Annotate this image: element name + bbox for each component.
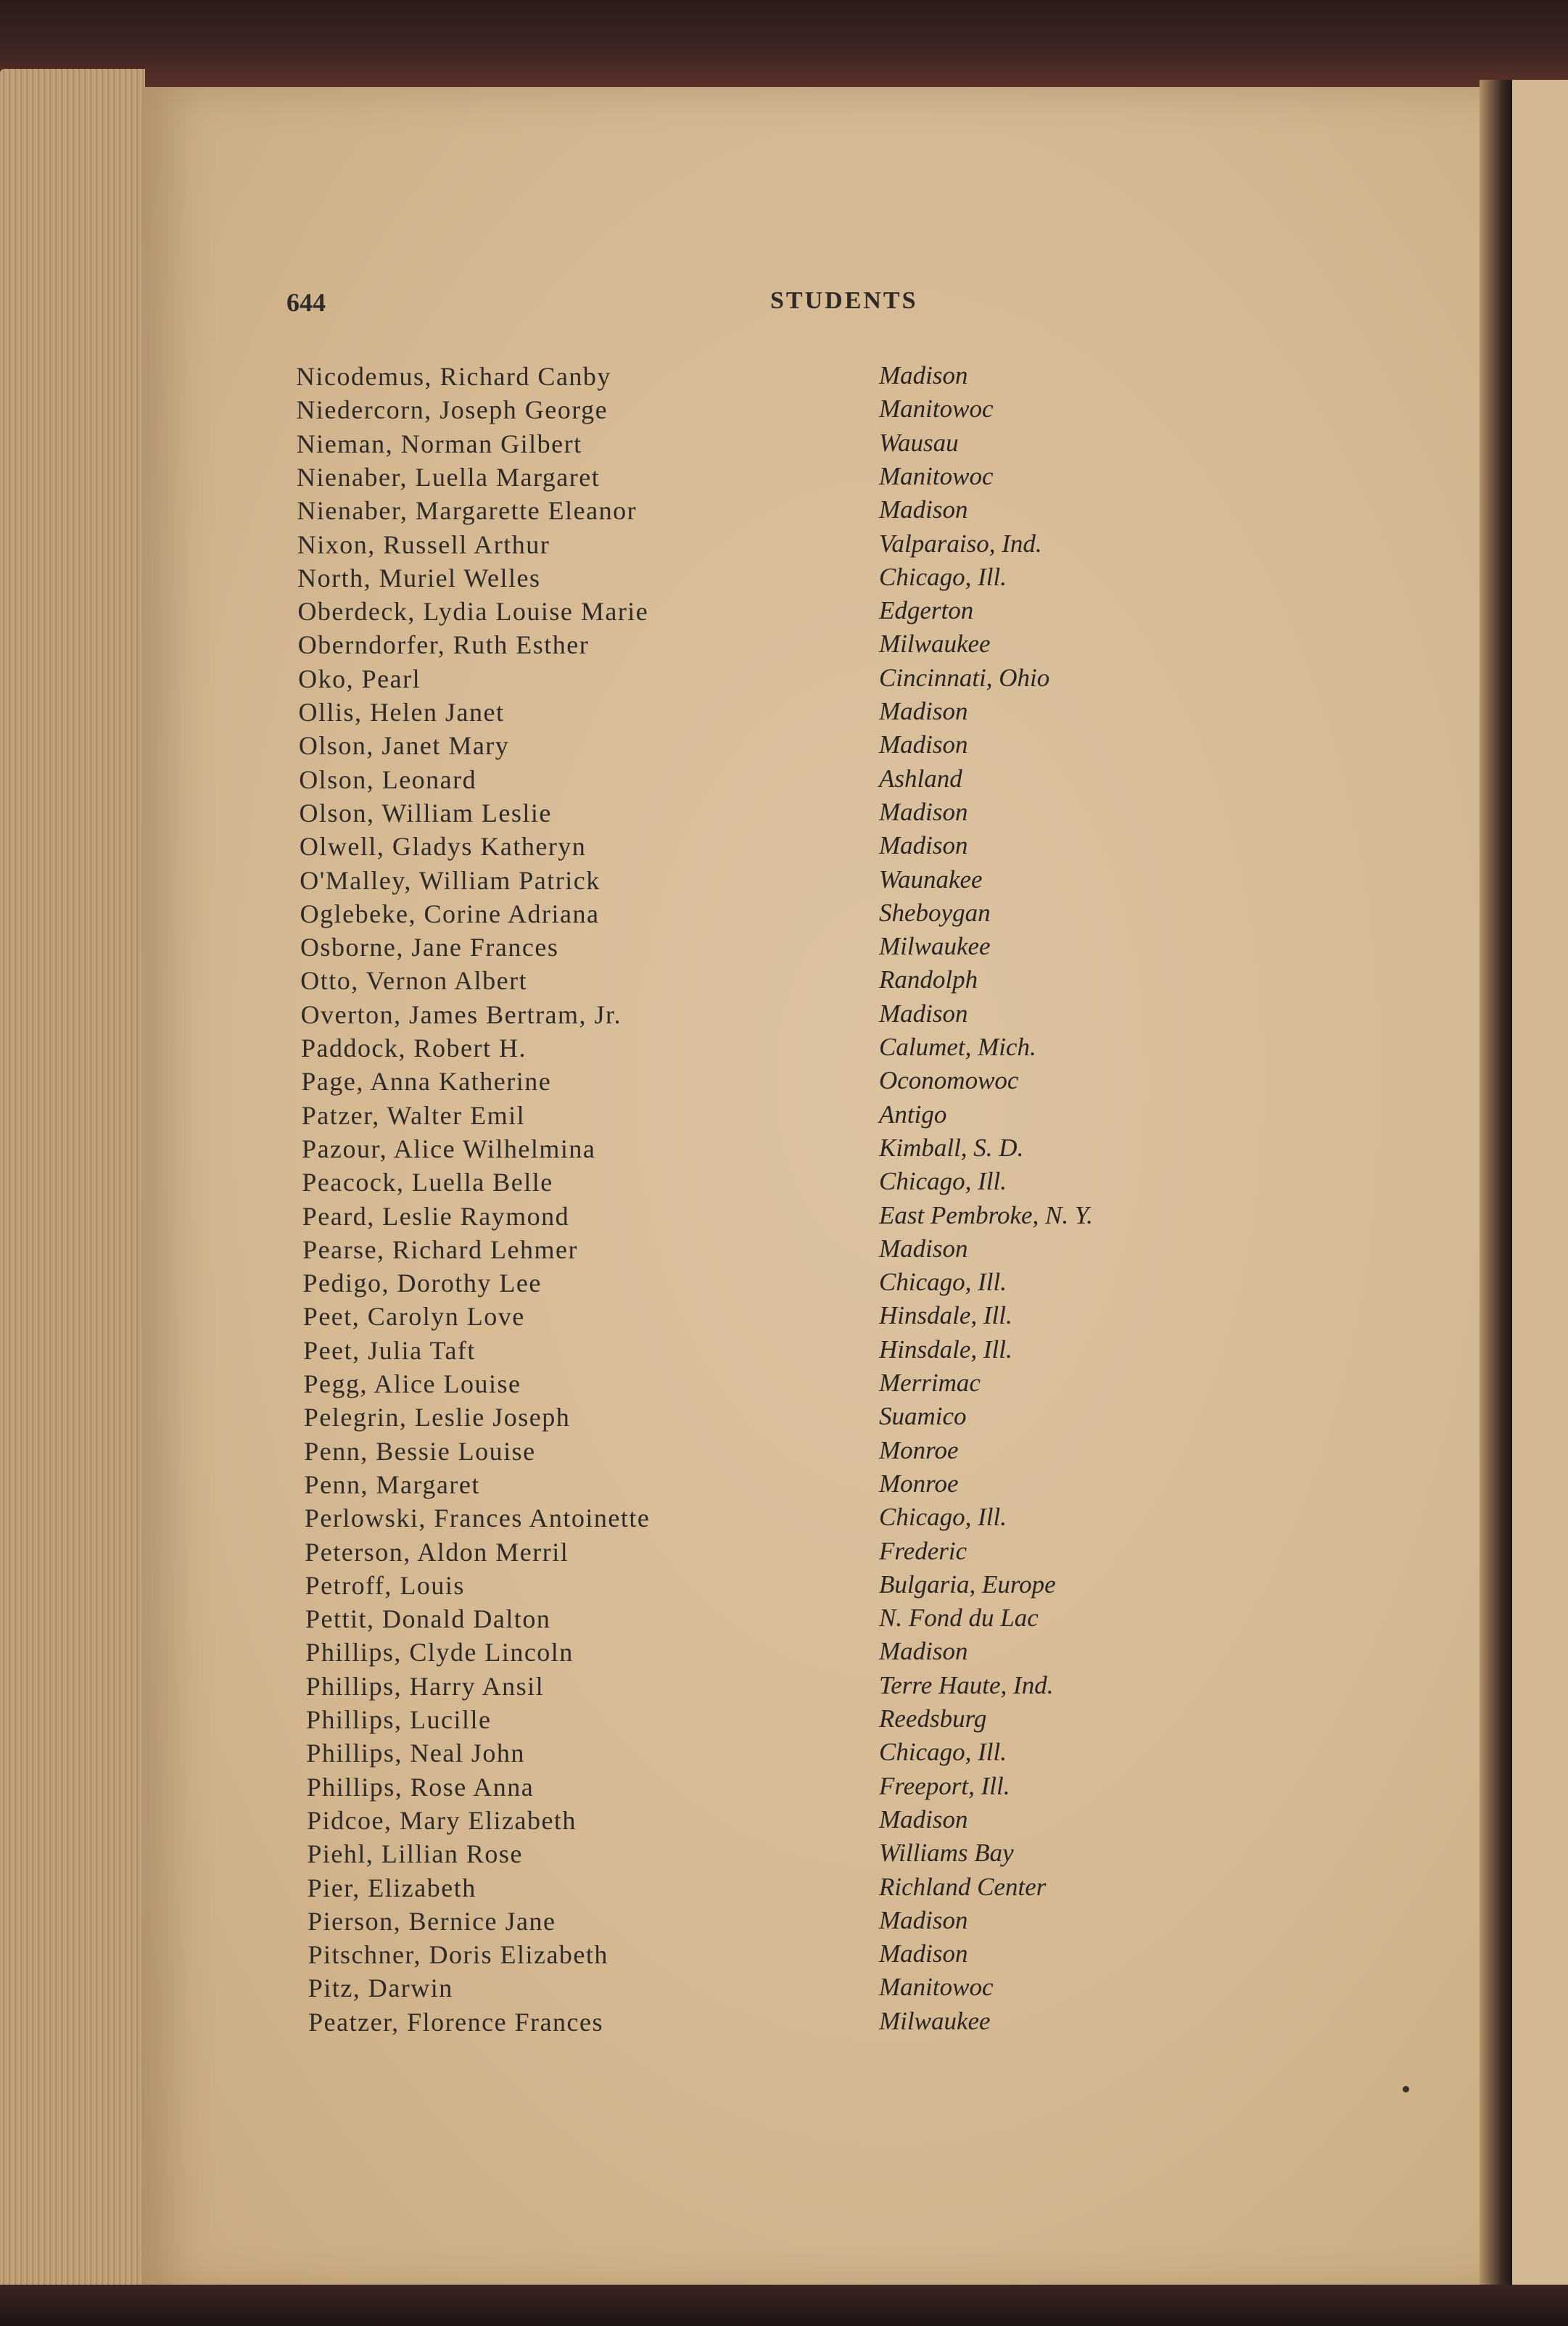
student-hometown: Madison bbox=[879, 831, 968, 860]
student-entry bbox=[0, 361, 1451, 395]
student-entry bbox=[0, 395, 1451, 428]
student-entry bbox=[0, 1873, 1451, 1906]
student-name: Nienaber, Margarette Eleanor bbox=[297, 496, 637, 526]
student-name: Phillips, Neal John bbox=[306, 1739, 525, 1768]
student-name: North, Muriel Welles bbox=[297, 563, 541, 593]
student-hometown: Madison bbox=[879, 1939, 968, 1968]
student-entry bbox=[0, 1369, 1451, 1402]
book-cover-bottom bbox=[0, 2285, 1568, 2326]
student-hometown: Chicago, Ill. bbox=[879, 1167, 1007, 1196]
page-title: STUDENTS bbox=[770, 287, 918, 314]
student-hometown: Milwaukee bbox=[879, 630, 991, 659]
student-entry bbox=[0, 1570, 1451, 1604]
student-hometown: Monroe bbox=[879, 1435, 959, 1464]
student-entry bbox=[0, 1268, 1451, 1301]
student-hometown: Frederic bbox=[879, 1536, 967, 1565]
student-name: Pearse, Richard Lehmer bbox=[302, 1234, 578, 1264]
student-entry bbox=[0, 697, 1451, 730]
student-hometown: Sheboygan bbox=[879, 898, 991, 927]
student-name: Pegg, Alice Louise bbox=[303, 1369, 521, 1398]
student-hometown: Terre Haute, Ind. bbox=[879, 1670, 1054, 1699]
student-entry bbox=[0, 1066, 1451, 1100]
student-entry bbox=[0, 1201, 1451, 1234]
student-entry bbox=[0, 1134, 1451, 1167]
student-name: Pazour, Alice Wilhelmina bbox=[302, 1134, 596, 1163]
student-name: Paddock, Robert H. bbox=[301, 1034, 527, 1063]
student-name: Niedercorn, Joseph George bbox=[296, 395, 608, 425]
student-entry bbox=[0, 1906, 1451, 1939]
student-hometown: Madison bbox=[879, 797, 968, 826]
student-name: Phillips, Rose Anna bbox=[306, 1772, 535, 1802]
ink-speck bbox=[1403, 2086, 1409, 2092]
student-name: Peard, Leslie Raymond bbox=[302, 1201, 570, 1231]
student-hometown: Randolph bbox=[879, 965, 978, 994]
student-hometown: Milwaukee bbox=[879, 2006, 991, 2035]
student-entry bbox=[0, 2007, 1451, 2040]
student-entry bbox=[0, 899, 1451, 932]
student-name: Pierson, Bernice Jane bbox=[308, 1906, 556, 1936]
student-hometown: East Pembroke, N. Y. bbox=[879, 1200, 1093, 1229]
student-hometown: Milwaukee bbox=[879, 932, 991, 961]
page-number: 644 bbox=[286, 288, 326, 317]
student-entry bbox=[0, 865, 1451, 899]
book-gutter bbox=[1480, 80, 1512, 2288]
student-hometown: Hinsdale, Ill. bbox=[879, 1301, 1012, 1330]
student-name: O'Malley, William Patrick bbox=[300, 865, 601, 895]
student-name: Pidcoe, Mary Elizabeth bbox=[307, 1805, 577, 1835]
student-name: Pelegrin, Leslie Joseph bbox=[303, 1403, 571, 1432]
student-entry bbox=[0, 1234, 1451, 1268]
student-hometown: Madison bbox=[879, 730, 968, 759]
student-entry bbox=[0, 664, 1451, 697]
student-name: Olson, Janet Mary bbox=[298, 731, 510, 761]
student-entry bbox=[0, 1033, 1451, 1066]
student-hometown: Hinsdale, Ill. bbox=[879, 1335, 1012, 1364]
student-name: Nienaber, Luella Margaret bbox=[297, 462, 601, 492]
student-hometown: Madison bbox=[879, 1805, 968, 1834]
student-name: Ollis, Helen Janet bbox=[298, 698, 505, 727]
student-name: Nicodemus, Richard Canby bbox=[296, 362, 611, 391]
student-name: Perlowski, Frances Antoinette bbox=[304, 1504, 651, 1533]
student-name: Penn, Bessie Louise bbox=[304, 1436, 536, 1466]
student-hometown: Madison bbox=[879, 1234, 968, 1263]
student-entry bbox=[0, 1402, 1451, 1435]
student-hometown: Madison bbox=[879, 495, 968, 524]
student-entry bbox=[0, 630, 1451, 663]
student-name: Penn, Margaret bbox=[304, 1469, 480, 1499]
student-name: Pier, Elizabeth bbox=[307, 1873, 476, 1902]
student-name: Pedigo, Dorothy Lee bbox=[302, 1269, 542, 1298]
student-name: Patzer, Walter Emil bbox=[301, 1100, 526, 1130]
student-hometown: Madison bbox=[879, 999, 968, 1028]
student-entry bbox=[0, 1805, 1451, 1839]
student-name: Overton, James Bertram, Jr. bbox=[300, 999, 622, 1029]
student-hometown: Chicago, Ill. bbox=[879, 562, 1007, 591]
student-hometown: Edgerton bbox=[879, 596, 974, 625]
student-name: Phillips, Harry Ansil bbox=[305, 1671, 545, 1701]
student-name: Nieman, Norman Gilbert bbox=[296, 429, 582, 458]
student-name: Otto, Vernon Albert bbox=[300, 966, 528, 996]
student-hometown: Antigo bbox=[879, 1100, 947, 1129]
student-hometown: Richland Center bbox=[879, 1872, 1047, 1901]
student-name: Pettit, Donald Dalton bbox=[305, 1604, 551, 1634]
student-name: Pitz, Darwin bbox=[308, 1974, 453, 2003]
student-name: Oberndorfer, Ruth Esther bbox=[297, 630, 590, 660]
student-hometown: Suamico bbox=[879, 1402, 967, 1431]
student-name: Peet, Carolyn Love bbox=[302, 1302, 525, 1332]
student-entry bbox=[0, 429, 1451, 462]
student-entry bbox=[0, 1973, 1451, 2006]
student-entry bbox=[0, 1335, 1451, 1369]
student-hometown: Wausau bbox=[879, 428, 959, 457]
student-entry bbox=[0, 1100, 1451, 1134]
student-entry bbox=[0, 1772, 1451, 1805]
student-entry bbox=[0, 1839, 1451, 1872]
student-hometown: Bulgaria, Europe bbox=[879, 1570, 1056, 1599]
student-name: Olson, William Leslie bbox=[299, 798, 552, 828]
student-hometown: Manitowoc bbox=[879, 461, 994, 490]
student-name: Nixon, Russell Arthur bbox=[297, 529, 550, 559]
student-name: Peacock, Luella Belle bbox=[302, 1168, 553, 1197]
student-entry bbox=[0, 596, 1451, 630]
student-entry bbox=[0, 1167, 1451, 1200]
student-hometown: Ashland bbox=[879, 764, 962, 793]
student-entry bbox=[0, 1469, 1451, 1503]
book-cover-top bbox=[0, 0, 1568, 87]
student-hometown: Oconomowoc bbox=[879, 1066, 1019, 1095]
student-entry bbox=[0, 730, 1451, 764]
student-hometown: Kimball, S. D. bbox=[879, 1133, 1024, 1162]
student-name: Pitschner, Doris Elizabeth bbox=[308, 1940, 608, 1970]
student-entry bbox=[0, 462, 1451, 495]
student-entry bbox=[0, 1537, 1451, 1570]
student-hometown: Madison bbox=[879, 1905, 968, 1934]
student-entry bbox=[0, 1503, 1451, 1536]
student-entry bbox=[0, 1637, 1451, 1670]
student-entry bbox=[0, 1301, 1451, 1335]
student-hometown: Chicago, Ill. bbox=[879, 1738, 1007, 1767]
student-name: Peterson, Aldon Merril bbox=[305, 1537, 569, 1567]
student-entry bbox=[0, 1738, 1451, 1771]
student-hometown: N. Fond du Lac bbox=[879, 1604, 1039, 1633]
student-entry bbox=[0, 1671, 1451, 1704]
student-name: Olwell, Gladys Katheryn bbox=[299, 832, 587, 862]
facing-page-edge bbox=[1512, 80, 1568, 2288]
student-hometown: Calumet, Mich. bbox=[879, 1033, 1036, 1061]
student-hometown: Chicago, Ill. bbox=[879, 1503, 1007, 1532]
student-hometown: Manitowoc bbox=[879, 1973, 994, 2002]
student-hometown: Freeport, Ill. bbox=[879, 1771, 1010, 1800]
student-entry bbox=[0, 529, 1451, 563]
student-hometown: Madison bbox=[879, 1637, 968, 1666]
student-name: Peatzer, Florence Frances bbox=[308, 2007, 604, 2037]
student-entry bbox=[0, 932, 1451, 965]
student-entry bbox=[0, 563, 1451, 596]
student-hometown: Merrimac bbox=[879, 1369, 981, 1397]
student-hometown: Williams Bay bbox=[879, 1839, 1014, 1868]
student-hometown: Madison bbox=[879, 361, 968, 389]
student-name: Phillips, Lucille bbox=[306, 1705, 492, 1734]
student-entry bbox=[0, 1436, 1451, 1469]
student-entry bbox=[0, 798, 1451, 831]
student-hometown: Chicago, Ill. bbox=[879, 1268, 1007, 1297]
student-entry bbox=[0, 1704, 1451, 1738]
student-hometown: Madison bbox=[879, 697, 968, 725]
student-entry bbox=[0, 764, 1451, 798]
student-name: Phillips, Clyde Lincoln bbox=[305, 1638, 574, 1667]
student-name: Peet, Julia Taft bbox=[303, 1335, 476, 1365]
student-entry bbox=[0, 999, 1451, 1033]
student-entry bbox=[0, 831, 1451, 865]
student-entry bbox=[0, 965, 1451, 999]
student-name: Oberdeck, Lydia Louise Marie bbox=[297, 597, 649, 627]
student-hometown: Valparaiso, Ind. bbox=[879, 529, 1042, 558]
student-name: Oglebeke, Corine Adriana bbox=[300, 899, 600, 928]
student-entry bbox=[0, 1939, 1451, 1973]
student-name: Petroff, Louis bbox=[305, 1570, 465, 1600]
student-hometown: Cincinnati, Ohio bbox=[879, 663, 1050, 692]
student-hometown: Waunakee bbox=[879, 865, 983, 894]
student-name: Piehl, Lillian Rose bbox=[307, 1839, 523, 1869]
student-hometown: Monroe bbox=[879, 1469, 959, 1498]
student-entry bbox=[0, 1604, 1451, 1637]
student-name: Oko, Pearl bbox=[298, 664, 421, 693]
student-hometown: Reedsburg bbox=[879, 1704, 987, 1733]
student-entry bbox=[0, 495, 1451, 529]
student-name: Olson, Leonard bbox=[299, 764, 477, 794]
student-name: Osborne, Jane Frances bbox=[300, 933, 559, 962]
student-hometown: Manitowoc bbox=[879, 395, 994, 424]
student-name: Page, Anna Katherine bbox=[301, 1067, 552, 1097]
